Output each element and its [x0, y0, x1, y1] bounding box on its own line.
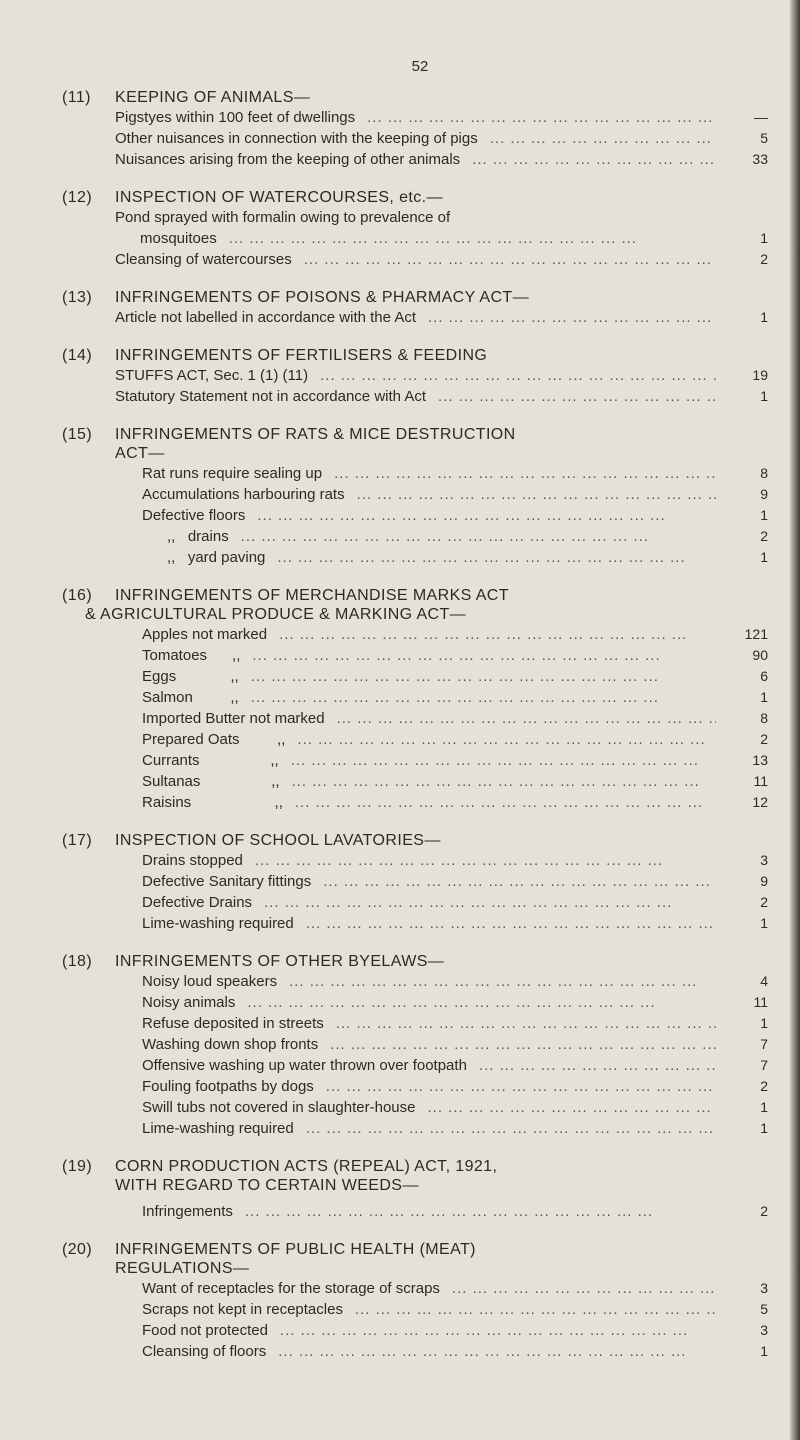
section-public-health-meat-regulations — [62, 1240, 768, 1362]
list-item: Prepared Oats ,, ... . 2 — [62, 729, 768, 750]
section-keeping-of-animals — [62, 88, 768, 170]
list-item: Noisy loud speakers ... . 4 — [62, 971, 768, 992]
section-heading-cont: ACT— — [115, 445, 165, 462]
section-school-lavatories — [62, 831, 768, 934]
section-heading: (14) INFRINGEMENTS OF FERTILISERS & FEEDING — [62, 347, 488, 364]
list-item: Infringements ... . 2 — [62, 1201, 768, 1222]
list-item: Defective floors ... . 1 — [62, 505, 768, 526]
list-item-line: Pond sprayed with formalin owing to prevalence of — [115, 209, 451, 226]
section-other-byelaws — [62, 952, 768, 1139]
list-item: Fouling footpaths by dogs ... . 2 — [62, 1076, 768, 1097]
list-item: Nuisances arising from the keeping of other animals ... . 33 — [62, 149, 768, 170]
list-item: ,, drains ... . 2 — [62, 526, 768, 547]
section-heading: (19) CORN PRODUCTION ACTS (REPEAL) ACT, 1921, — [62, 1158, 498, 1175]
list-item: Salmon ,, ... . 1 — [62, 687, 768, 708]
list-item: Rat runs require sealing up ... . 8 — [62, 463, 768, 484]
list-item: Tomatoes ,, ... . 90 — [62, 645, 768, 666]
list-item: Refuse deposited in streets ... . 1 — [62, 1013, 768, 1034]
list-item: STUFFS ACT, Sec. 1 (1) (11) ... . 19 — [62, 365, 768, 386]
list-item: Sultanas ,, ... . 11 — [62, 771, 768, 792]
list-item: Apples not marked ... . 121 — [62, 624, 768, 645]
list-item: Other nuisances in connection with the keeping of pigs ... . 5 — [62, 128, 768, 149]
list-item: Food not protected ... . 3 — [62, 1320, 768, 1341]
section-heading-cont: REGULATIONS— — [115, 1260, 250, 1277]
list-item: Drains stopped ... . 3 — [62, 850, 768, 871]
list-item: Pigstyes within 100 feet of dwellings ... . — — [62, 107, 768, 128]
section-heading: (18) INFRINGEMENTS OF OTHER BYELAWS— — [62, 953, 445, 970]
document-body — [62, 88, 768, 1380]
list-item: Swill tubs not covered in slaughter-house ... . 1 — [62, 1097, 768, 1118]
section-merchandise-marks-act — [62, 586, 768, 813]
list-item: Currants ,, ... . 13 — [62, 750, 768, 771]
section-heading-cont: WITH REGARD TO CERTAIN WEEDS— — [115, 1177, 419, 1194]
section-rats-mice-destruction — [62, 425, 768, 568]
section-heading: (11) KEEPING OF ANIMALS— — [62, 89, 311, 106]
list-item: Lime-washing required ... . 1 — [62, 1118, 768, 1139]
list-item: Imported Butter not marked ... . 8 — [62, 708, 768, 729]
list-item: Noisy animals ... . 11 — [62, 992, 768, 1013]
section-heading: (12) INSPECTION OF WATERCOURSES, etc.— — [62, 189, 443, 206]
page-number: 52 — [411, 58, 429, 75]
section-heading-cont: & AGRICULTURAL PRODUCE & MARKING ACT— — [85, 606, 467, 623]
section-poisons-pharmacy-act — [62, 288, 768, 328]
list-item: Accumulations harbouring rats ... . 9 — [62, 484, 768, 505]
page-edge-shadow — [790, 0, 800, 1440]
list-item: Scraps not kept in receptacles ... . 5 — [62, 1299, 768, 1320]
list-item: Defective Drains ... . 2 — [62, 892, 768, 913]
section-fertilisers-feeding-stuffs — [62, 346, 768, 407]
list-item: Cleansing of floors ... . 1 — [62, 1341, 768, 1362]
list-item: Cleansing of watercourses ... . 2 — [62, 249, 768, 270]
section-heading: (15) INFRINGEMENTS OF RATS & MICE DESTRUCTION — [62, 426, 516, 443]
list-item: mosquitoes ... . 1 — [62, 228, 768, 249]
section-heading: (13) INFRINGEMENTS OF POISONS & PHARMACY ACT— — [62, 289, 529, 306]
section-inspection-of-watercourses — [62, 188, 768, 270]
section-heading: (17) INSPECTION OF SCHOOL LAVATORIES— — [62, 832, 441, 849]
list-item: Want of receptacles for the storage of scraps ... . 3 — [62, 1278, 768, 1299]
section-heading: (20) INFRINGEMENTS OF PUBLIC HEALTH (MEAT) — [62, 1241, 476, 1258]
list-item: Eggs ,, ... . 6 — [62, 666, 768, 687]
list-item: Washing down shop fronts ... . 7 — [62, 1034, 768, 1055]
list-item: Article not labelled in accordance with the Act ... . 1 — [62, 307, 768, 328]
list-item: Raisins ,, ... . 12 — [62, 792, 768, 813]
list-item: ,, yard paving ... . 1 — [62, 547, 768, 568]
list-item: Offensive washing up water thrown over footpath ... . 7 — [62, 1055, 768, 1076]
list-item: Statutory Statement not in accordance with Act ... . 1 — [62, 386, 768, 407]
list-item: Defective Sanitary fittings ... . 9 — [62, 871, 768, 892]
list-item: Lime-washing required ... . 1 — [62, 913, 768, 934]
section-corn-production-acts — [62, 1157, 768, 1222]
section-heading: (16) INFRINGEMENTS OF MERCHANDISE MARKS ACT — [62, 587, 509, 604]
